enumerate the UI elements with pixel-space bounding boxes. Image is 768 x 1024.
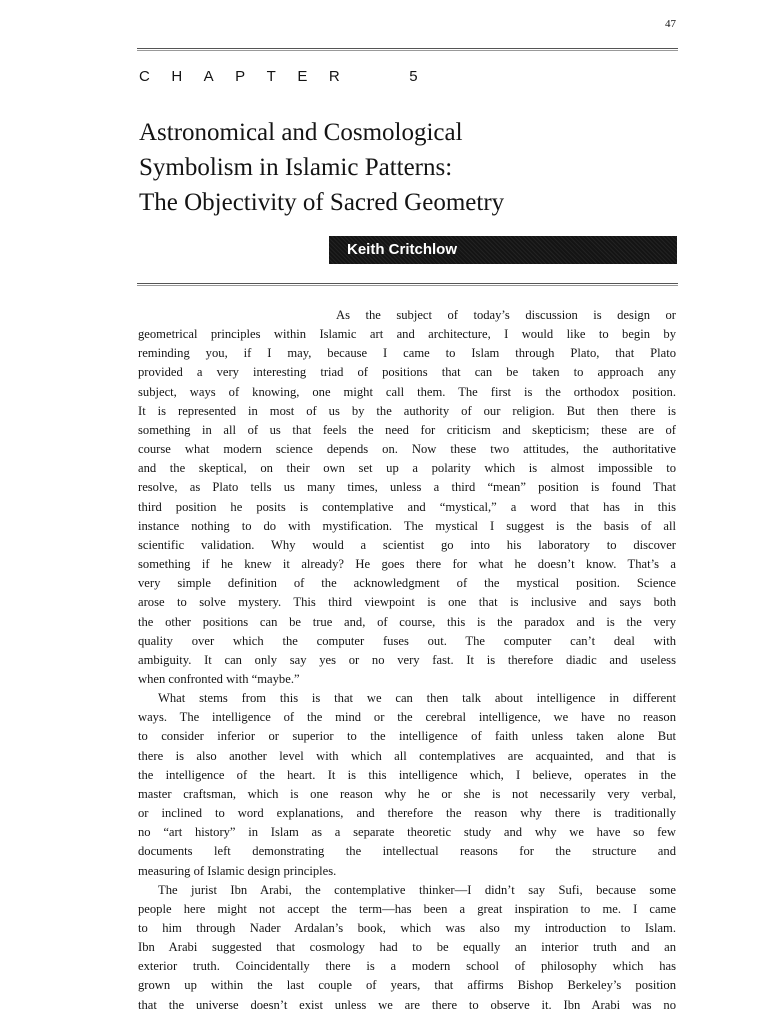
body-line: or inclined to word explanations, and therefore the reason why there is traditionally bbox=[138, 806, 676, 821]
chapter-number: 5 bbox=[409, 68, 419, 85]
body-line: geometrical principles within Islamic art and architecture, I would like to begin by bbox=[138, 327, 676, 342]
body-line: no “art history” in Islam as a separate theoretic study and why we have so few bbox=[138, 825, 676, 840]
body-line: provided a very interesting triad of positions that can be taken to approach any bbox=[138, 365, 676, 380]
body-line: subject, ways of knowing, one might call them. The first is the orthodox position. bbox=[138, 384, 676, 399]
body-line: something in all of us that feels the need for criticism and skepticism; these are of bbox=[138, 422, 676, 437]
body-line: course what modern science depends on. Now these two attitudes, the authoritative bbox=[138, 442, 676, 457]
author-name: Keith Critchlow bbox=[347, 241, 458, 258]
body-line: What stems from this is that we can then talk about intelligence in different bbox=[158, 691, 676, 706]
body-line: resolve, as Plato tells us many times, unless a third “mean” position is found That bbox=[138, 480, 676, 495]
body-line: the intelligence of the heart. It is this intelligence which, I believe, operates in the bbox=[138, 767, 676, 782]
body-line: to consider inferior or superior to the intelligence of faith unless taken alone But bbox=[138, 729, 676, 744]
body-line: very simple definition of the acknowledgment of the mystical position. Science bbox=[138, 576, 676, 591]
body-line: that the universe doesn’t exist unless we are there to observe it. Ibn Arabi was no bbox=[138, 997, 676, 1012]
body-line: instance nothing to do with mystification. The mystical I suggest is the basis of all bbox=[138, 518, 676, 533]
body-line: exterior truth. Coincidentally there is a modern school of philosophy which has bbox=[138, 959, 676, 974]
page-number: 47 bbox=[665, 18, 676, 30]
body-line: measuring of Islamic design principles. bbox=[138, 863, 337, 878]
body-line: when confronted with “maybe.” bbox=[138, 671, 300, 686]
body-line: the other positions can be true and, of course, this is the paradox and is the very bbox=[138, 614, 676, 629]
body-line: grown up within the last couple of years, that affirms Bishop Berkeley’s position bbox=[138, 978, 676, 993]
body-line: The jurist Ibn Arabi, the contemplative thinker—I didn’t say Sufi, because some bbox=[158, 882, 676, 897]
chapter-label bbox=[139, 68, 419, 85]
chapter-word: CHAPTER bbox=[139, 68, 362, 85]
body-line: It is represented in most of us by the authority of our religion. But then there is bbox=[138, 403, 676, 418]
body-line: arose to solve mystery. This third viewpoint is one that is inclusive and says both bbox=[138, 595, 676, 610]
title-line: Astronomical and Cosmological bbox=[139, 119, 463, 146]
body-line: ambiguity. It can only say yes or no very fast. It is therefore diadic and useless bbox=[138, 652, 676, 667]
author-banner bbox=[329, 236, 677, 264]
body-line: third position he posits is contemplative and “mystical,” a word that has in this bbox=[138, 499, 676, 514]
body-line: documents left demonstrating the intellectual reasons for the structure and bbox=[138, 844, 676, 859]
body-line: quality over which the computer fuses out. The computer can’t deal with bbox=[138, 633, 676, 648]
body-line: master craftsman, which is one reason why he or she is not necessarily very verbal, bbox=[138, 786, 676, 801]
body-line: to him through Nader Ardalan’s book, which was also my introduction to Islam. bbox=[138, 921, 676, 935]
body-line: something if he knew it already? He goes there for what he doesn’t know. That’s a bbox=[138, 557, 676, 572]
body-line: people here might not accept the term—has been a great inspiration to me. I came bbox=[138, 901, 676, 916]
chapter-title bbox=[139, 115, 679, 220]
top-rule bbox=[137, 48, 678, 51]
body-line: Ibn Arabi suggested that cosmology had to be equally an interior truth and an bbox=[138, 940, 676, 955]
body-line: As the subject of today’s discussion is design or bbox=[336, 308, 676, 322]
body-line: scientific validation. Why would a scientist go into his laboratory to discover bbox=[138, 537, 676, 552]
body-line: reminding you, if I may, because I came to Islam through Plato, that Plato bbox=[138, 346, 676, 361]
title-line: The Objectivity of Sacred Geometry bbox=[139, 189, 505, 216]
title-line: Symbolism in Islamic Patterns: bbox=[139, 154, 453, 181]
body-line: and the skeptical, on their own set up a polarity which is almost impossible to bbox=[138, 461, 676, 476]
body-line: ways. The intelligence of the mind or the cerebral intelligence, we have no reason bbox=[138, 710, 676, 725]
body-line: there is also another level with which all contemplatives are acquainted, and that is bbox=[138, 748, 676, 763]
body-text bbox=[138, 306, 676, 1015]
bottom-rule bbox=[137, 283, 678, 286]
